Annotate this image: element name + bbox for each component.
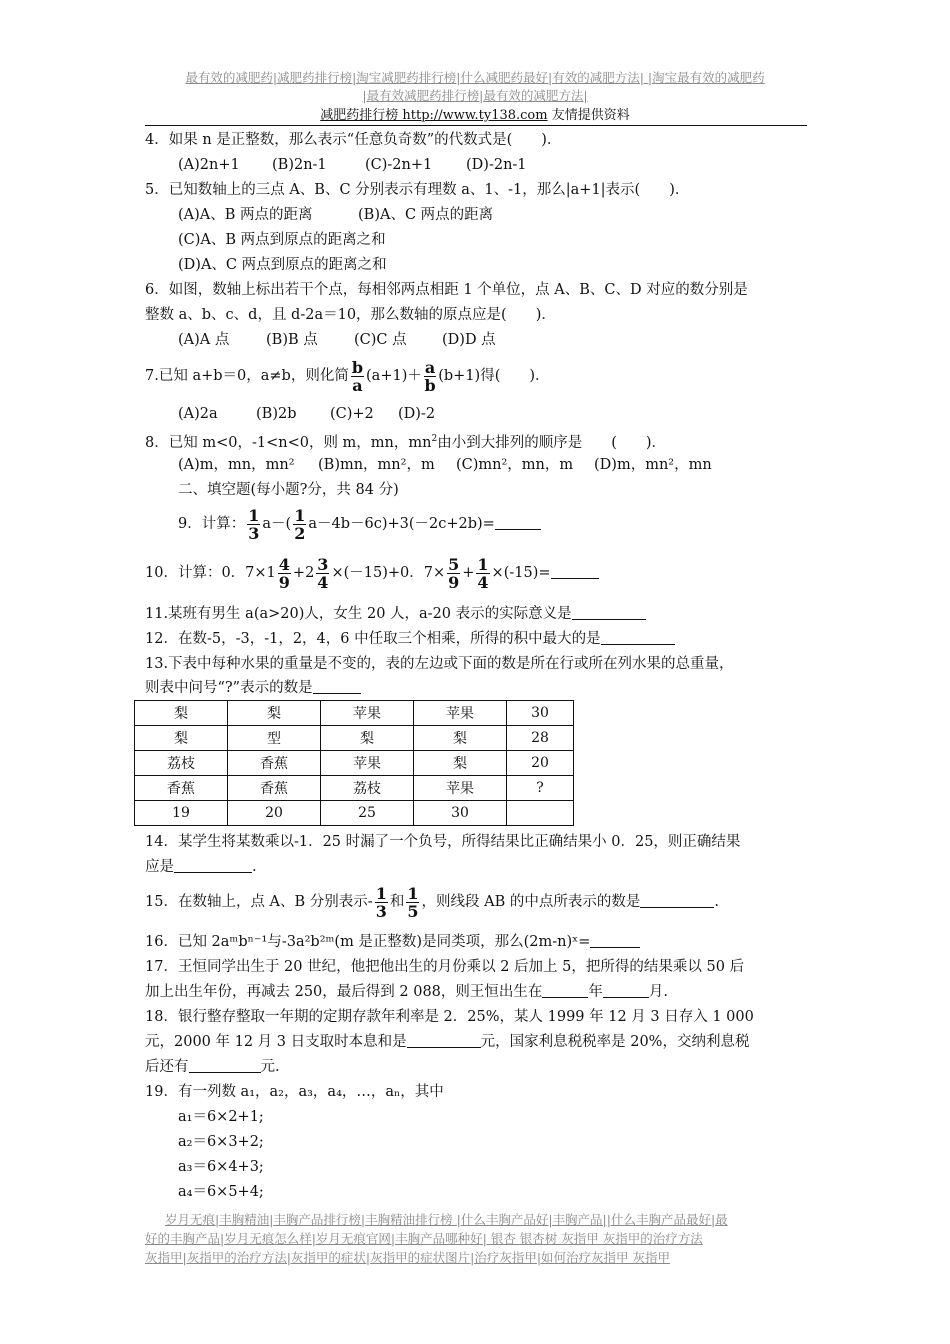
q19-stem: 19．有一列数 a₁，a₂，a₃，a₄，…，aₙ，其中 [145,1084,444,1100]
q16-answer-blank[interactable] [590,933,640,948]
table-row [135,776,574,801]
q15-fraction-2 [406,885,419,920]
q7-option-c: (C)+2 [330,406,374,422]
table-cell: 苹果 [414,701,507,726]
table-row [135,701,574,726]
table-cell: 梨 [135,701,228,726]
q19-item-3: a₃＝6×4+3; [178,1159,264,1175]
q9-fraction-1 [247,507,260,542]
q15-suffix: ，则线段 AB 的中点所表示的数是 [421,894,641,910]
q13-line-2-text: 则表中问号“?”表示的数是 [145,680,313,696]
q10-mid-1: +2 [292,565,315,581]
source-link[interactable]: 减肥药排行榜 http://www.ty138.com [320,108,548,123]
q6-option-a: (A)A 点 [178,332,230,348]
q7-prefix: 7.已知 a+b＝0，a≠b，则化简 [145,368,349,384]
table-cell: 苹果 [414,776,507,801]
q4-option-b: (B)2n-1 [272,157,327,173]
q7-option-a: (A)2a [178,406,218,422]
q16-stem [145,933,640,951]
q18-line-2-b: 元，国家利息税税率是 20%，交纳利息税 [480,1034,750,1050]
q10-fraction-1 [278,556,291,591]
q5-option-b: (B)A、C 两点的距离 [358,207,494,223]
q6-line-1: 6．如图，数轴上标出若干个点，每相邻两点相距 1 个单位，点 A、B、C、D 对应的数分别是 [145,282,748,298]
q10-f4-den: 4 [477,572,489,592]
q7-option-b: (B)2b [256,406,297,422]
table-cell: 荔枝 [321,776,414,801]
q10-f3-den: 9 [448,572,460,592]
q4-option-c: (C)-2n+1 [365,157,433,173]
table-cell [507,801,574,826]
q10-mid-2: ×(－15)+0．7× [331,565,446,581]
q9-f2-num: 1 [294,505,306,525]
q10-mid-3: + [462,565,475,581]
q7-stem [145,358,550,394]
q8-option-d: (D)m，mn²，mn [594,457,712,473]
q10-fraction-2 [316,556,329,591]
table-cell: 19 [135,801,228,826]
table-cell: ? [507,776,574,801]
table-cell: 梨 [321,726,414,751]
q17-line-1: 17．王恒同学出生于 20 世纪，他把他出生的月份乘以 2 后加上 5，把所得的结果乘以 50 后 [145,959,745,975]
q18-line-3 [145,1058,280,1076]
table-cell: 梨 [414,726,507,751]
q7-option-d: (D)-2 [398,406,436,422]
q12-text: 12．在数-5，-3，-1，2，4，6 中任取三个相乘，所得的积中最大的是 [145,631,601,647]
header-link-line-2[interactable]: |最有效减肥药排行榜|最有效的减肥方法| [362,88,588,103]
table-cell: 梨 [414,751,507,776]
q17-month-blank[interactable] [603,983,649,998]
q7-f1-num: b [351,357,364,377]
table-row [135,751,574,776]
table-cell: 20 [228,801,321,826]
q15-fraction-1 [375,885,388,920]
table-cell: 型 [228,726,321,751]
table-cell: 30 [507,701,574,726]
table-cell: 30 [414,801,507,826]
q6-option-d: (D)D 点 [442,332,496,348]
table-cell: 香蕉 [135,776,228,801]
table-cell: 梨 [135,726,228,751]
table-row [135,801,574,826]
q6-line-2: 整数 a、b、c、d，且 d-2a＝10，那么数轴的原点应是( )． [145,307,556,323]
footer-link-line-2[interactable]: 好的丰胸产品|岁月无痕怎么样|岁月无痕官网|丰胸产品哪种好| 银杏 银杏树 灰指甲 灰指甲的治疗方法 [145,1231,703,1246]
q17-line-2-a: 加上出生年份，再减去 250，最后得到 2 088，则王恒出生在 [145,984,543,1000]
q14-line-1: 14．某学生将某数乘以-1．25 时漏了一个负号，所得结果比正确结果小 0．25，则正确结果 [145,834,741,850]
q8-stem [145,430,666,452]
q9-stem [178,506,541,542]
q19-item-2: a₂＝6×3+2; [178,1134,264,1150]
q13-line-1: 13.下表中每种水果的重量是不变的，表的左边或下面的数是所在行或所在列水果的总重量， [145,656,734,672]
section-title-fill-in: 二、填空题(每小题?分，共 84 分) [178,482,399,498]
q10-f2-num: 3 [317,554,329,574]
q14-answer-blank[interactable] [174,858,252,873]
q7-fraction-b-over-a [351,359,364,394]
q8-stem-tail: 由小到大排列的顺序是 ( )． [437,434,667,451]
q18-line-3-a: 后还有 [145,1059,189,1075]
q19-item-4: a₄＝6×5+4; [178,1184,264,1200]
q9-suffix: a－4b－6c)+3(－2c+2b)= [308,516,495,532]
q18-line-2 [145,1033,749,1051]
q10-fraction-3 [447,556,460,591]
q8-option-b: (B)mn，mn²，m [318,457,435,473]
table-row [135,726,574,751]
q10-fraction-4 [476,556,489,591]
q14-line-2-text: 应是 [145,859,174,875]
q19-item-1: a₁＝6×2+1; [178,1109,264,1125]
source-suffix: 友情提供资料 [547,108,630,123]
q15-stem: 15．在数轴上，点 A、B 分别表示- $\frac{1}{3}$ 和 $\frac{1}{5}$ ，则线段 AB 的中点所表示的数是 . [145,883,719,921]
table-cell: 苹果 [321,701,414,726]
header-divider [145,125,807,126]
q18-line-1: 18．银行整存整取一年期的定期存款年利率是 2．25%，某人 1999 年 12 月 3 日存入 1 000 [145,1009,754,1025]
table-cell: 25 [321,801,414,826]
header-link-line-1[interactable]: 最有效的减肥药|减肥药排行榜|淘宝减肥药排行榜|什么减肥药最好|有效的减肥方法| |淘宝最有效的减肥药 [185,70,765,85]
q4-stem: 4．如果 n 是正整数，那么表示“任意负奇数”的代数式是( )． [145,132,562,148]
q15-f1-den: 3 [375,901,387,921]
q5-option-a: (A)A、B 两点的距离 [178,207,313,223]
q15-mid: 和 [389,894,405,910]
q16-text: 16．已知 2aᵐbⁿ⁻¹与-3a²b²ᵐ(m 是正整数)是同类项，那么(2m-n)ˣ= [145,934,591,950]
footer-link-line-1[interactable]: 岁月无痕|丰胸精油|丰胸产品排行榜|丰胸精油排行榜 |什么丰胸产品好|丰胸产品||什么丰胸产品最好|最 [165,1212,728,1227]
q8-stem-sup: 2 [431,434,438,444]
q9-f1-num: 1 [248,505,260,525]
q10-prefix: 10．计算：0．7×1 [145,565,276,581]
table-cell: 香蕉 [228,751,321,776]
fruit-weight-table [134,700,574,826]
q6-option-b: (B)B 点 [266,332,318,348]
q5-option-d: (D)A、C 两点到原点的距离之和 [178,257,387,273]
q9-prefix: 9．计算： [178,516,246,532]
q17-year-blank[interactable] [542,983,588,998]
q6-option-c: (C)C 点 [354,332,407,348]
q5-stem: 5．已知数轴上的三点 A、B、C 分别表示有理数 a、1、-1，那么|a+1|表示( )． [145,182,690,198]
q13-line-2 [145,679,361,697]
q8-stem-text: 8．已知 m<0，-1<n<0，则 m，mn，mn [145,434,432,451]
q17-line-2-b: 年 [588,984,603,1000]
q18-total-blank[interactable] [407,1033,481,1048]
q10-answer-blank[interactable] [551,564,599,579]
q18-line-2-a: 元，2000 年 12 月 3 日支取时本息和是 [145,1034,407,1050]
table-cell: 20 [507,751,574,776]
q10-f2-den: 4 [317,572,329,592]
table-cell: 苹果 [321,751,414,776]
q7-f1-den: a [352,375,363,395]
q10-stem [145,555,599,591]
q10-f1-den: 9 [278,572,290,592]
q11-stem [145,605,646,623]
q7-f2-num: a [424,357,436,377]
q12-answer-blank[interactable] [601,630,675,645]
q5-option-c: (C)A、B 两点到原点的距离之和 [178,232,386,248]
q15-f2-num: 1 [407,883,419,903]
q17-line-2 [145,983,668,1001]
q17-line-2-c: 月. [648,984,669,1000]
q15-f2-den: 5 [407,901,419,921]
q4-option-d: (D)-2n-1 [466,157,527,173]
q9-mid: a－( [262,516,292,532]
q7-suffix: (b+1)得( )． [438,368,550,384]
q14-line-2: 应是 . [145,859,257,875]
q7-fraction-a-over-b [424,359,436,394]
q10-f3-num: 5 [448,554,460,574]
q12-stem [145,630,675,648]
q9-f2-den: 2 [294,523,306,543]
table-cell: 28 [507,726,574,751]
source-line [145,104,805,123]
q10-f4-num: 1 [477,554,489,574]
q10-suffix: ×(-15)= [491,565,551,581]
q7-mid: (a+1)＋ [366,368,422,384]
footer-link-line-3[interactable]: 灰指甲|灰指甲的治疗方法|灰指甲的症状|灰指甲的症状图片|治疗灰指甲|如何治疗灰指甲 灰指甲 [145,1250,671,1265]
q18-line-3-b: 元. [260,1059,280,1075]
q15-f1-num: 1 [375,883,387,903]
q9-answer-blank[interactable] [495,515,541,530]
q11-text: 11.某班有男生 a(a>20)人，女生 20 人，a-20 表示的实际意义是 [145,606,572,622]
q9-fraction-2 [293,507,306,542]
table-cell: 梨 [228,701,321,726]
q10-f1-num: 4 [278,554,290,574]
q15-answer-blank[interactable] [640,893,714,908]
q13-answer-blank[interactable] [313,679,361,694]
q15-prefix: 15．在数轴上，点 A、B 分别表示- [145,894,373,910]
table-cell: 香蕉 [228,776,321,801]
q11-answer-blank[interactable] [572,605,646,620]
table-cell: 荔枝 [135,751,228,776]
q9-f1-den: 3 [248,523,260,543]
q4-option-a: (A)2n+1 [178,157,240,173]
q7-f2-den: b [424,375,436,395]
q18-after-tax-blank[interactable] [189,1058,261,1073]
q8-option-a: (A)m，mn，mn² [178,457,295,473]
q8-option-c: (C)mn²，mn，m [456,457,574,473]
